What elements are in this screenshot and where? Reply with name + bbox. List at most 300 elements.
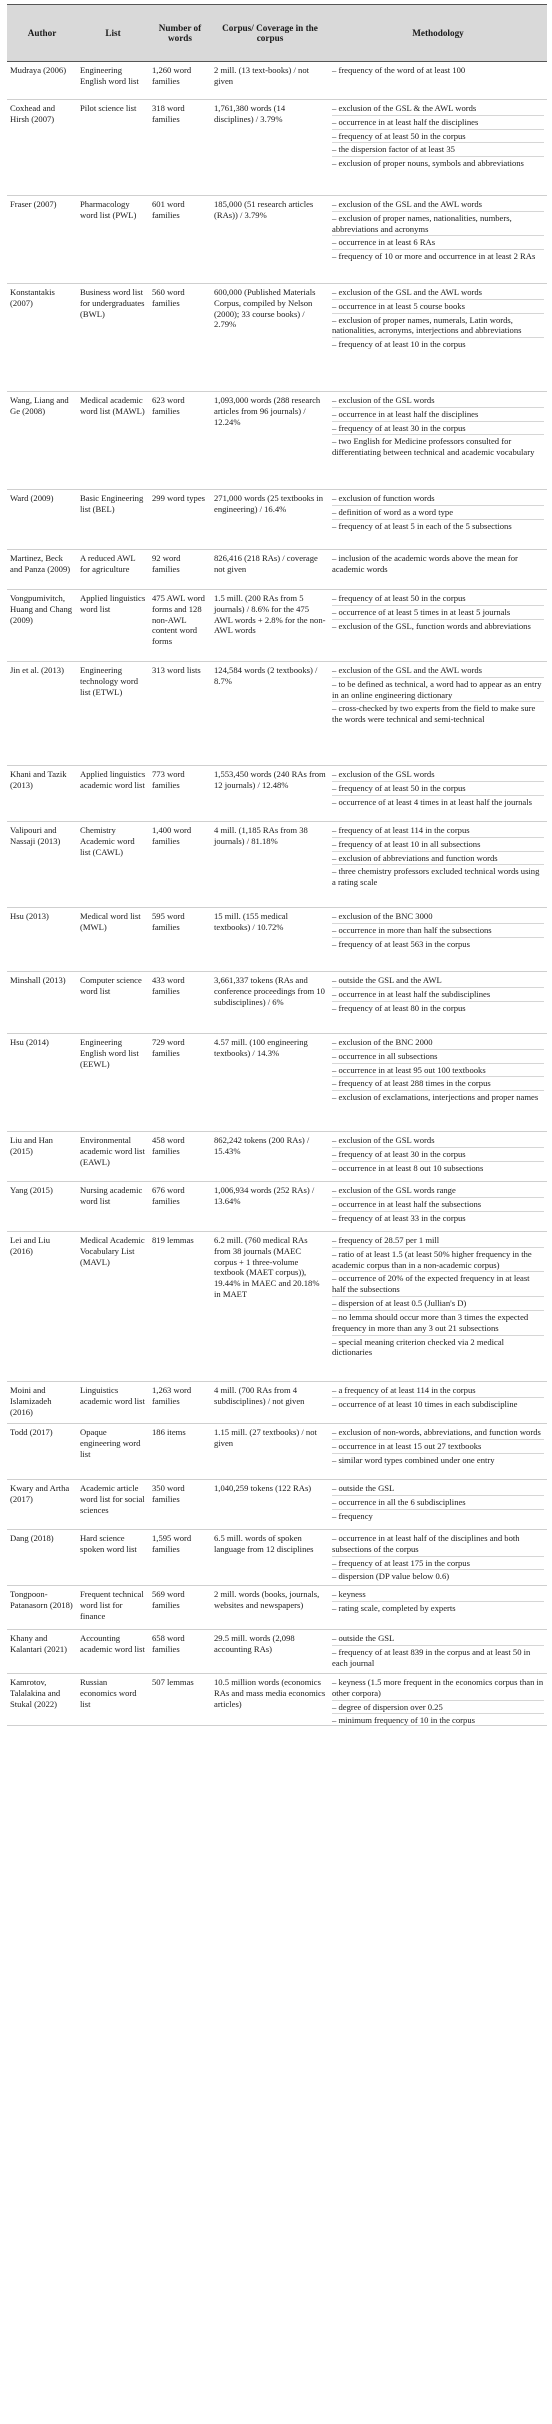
dash-bullet: – <box>332 1454 339 1465</box>
cell-list: Business word list for undergraduates (BWL) <box>80 287 145 319</box>
cell-author: Tongpoon-Patanasorn (2018) <box>10 1589 73 1610</box>
cell-corpus: 1,093,000 words (288 research articles from 96 journals) / 12.24% <box>214 395 321 427</box>
dash-bullet: – <box>332 1496 339 1507</box>
dash-bullet: – <box>332 493 339 503</box>
dash-bullet: – <box>332 825 339 835</box>
dash-bullet: – <box>332 103 339 113</box>
cell-list: Medical Academic Vocabulary List (MAVL) <box>80 1235 145 1267</box>
dash-bullet: – <box>332 1185 339 1195</box>
methodology-text: outside the GSL and the AWL <box>338 975 442 985</box>
methodology-item <box>332 1185 544 1198</box>
cell-corpus: 1,006,934 words (252 RAs) / 13.64% <box>214 1185 315 1206</box>
methodology-item <box>332 853 544 866</box>
methodology-text: exclusion of the GSL and the AWL words <box>338 199 482 209</box>
methodology-item <box>332 199 544 212</box>
table-row <box>7 1034 547 1132</box>
methodology-text: exclusion of function words <box>338 493 435 503</box>
methodology-item <box>332 553 544 576</box>
dash-bullet: – <box>332 1212 339 1223</box>
methodology-text: dispersion of at least 0.5 (Jullian's D) <box>338 1298 467 1309</box>
methodology-text: frequency of at least 10 in all subsections <box>338 838 481 849</box>
methodology-item <box>332 158 544 170</box>
cell-methodology <box>329 1480 547 1529</box>
table-row <box>7 822 547 908</box>
dash-bullet: – <box>332 287 339 297</box>
methodology-text: frequency of at least 563 in the corpus <box>338 938 470 949</box>
table-row <box>7 908 547 972</box>
methodology-item <box>332 1511 544 1523</box>
methodology-item <box>332 1533 544 1557</box>
dash-bullet: – <box>332 703 339 714</box>
methodology-text: exclusion of proper names, nationalities, numbers, abbreviations and acronyms <box>332 212 512 234</box>
methodology-text: exclusion of the GSL & the AWL words <box>338 103 477 113</box>
cell-author: Kamrotov, Talalakina and Stukal (2022) <box>10 1677 61 1709</box>
dash-bullet: – <box>332 1385 339 1395</box>
cell-corpus: 15 mill. (155 medical textbooks) / 10.72% <box>214 911 288 932</box>
cell-list: Accounting academic word list <box>80 1633 145 1654</box>
methodology-text: exclusion of the GSL and the AWL words <box>338 287 482 297</box>
cell-number-of-words: 92 word families <box>152 553 181 574</box>
methodology-text: the dispersion factor of at least 35 <box>338 144 455 155</box>
cell-author: Fraser (2007) <box>10 199 57 209</box>
cell-methodology <box>329 662 547 765</box>
dash-bullet: – <box>332 838 339 849</box>
cell-number-of-words: 1,400 word families <box>152 825 192 846</box>
dash-bullet: – <box>332 144 339 155</box>
methodology-text: frequency of at least 30 in the corpus <box>338 422 466 433</box>
methodology-text: frequency of at least 50 in the corpus <box>338 782 466 793</box>
cell-methodology <box>329 490 547 549</box>
cell-methodology <box>329 1586 547 1629</box>
methodology-text: exclusion of abbreviations and function words <box>338 852 498 863</box>
methodology-item <box>332 1647 544 1670</box>
methodology-text: frequency of at least 50 in the corpus <box>338 593 466 603</box>
dash-bullet: – <box>332 520 339 531</box>
header-list: List <box>105 27 121 38</box>
cell-author: Dang (2018) <box>10 1533 54 1543</box>
table-header <box>7 4 547 62</box>
table-row <box>7 550 547 590</box>
table-row <box>7 766 547 822</box>
methodology-text: frequency of at least 175 in the corpus <box>338 1557 470 1568</box>
table-row <box>7 1232 547 1382</box>
dash-bullet: – <box>332 988 339 999</box>
methodology-text: occurrence of at least 5 times in at least 5 journals <box>338 606 511 617</box>
methodology-item <box>332 423 544 436</box>
cell-corpus: 6.5 mill. words of spoken language from 12 disciplines <box>214 1533 314 1554</box>
cell-number-of-words: 458 word families <box>152 1135 185 1156</box>
dash-bullet: – <box>332 251 339 262</box>
methodology-item <box>332 1571 544 1583</box>
table-row <box>7 196 547 284</box>
dash-bullet: – <box>332 911 339 921</box>
methodology-item <box>332 65 544 77</box>
methodology-item <box>332 315 544 339</box>
dash-bullet: – <box>332 65 339 75</box>
methodology-item <box>332 1558 544 1571</box>
methodology-text: frequency <box>338 1510 373 1521</box>
methodology-text: exclusion of the GSL, function words and abbreviations <box>338 620 531 631</box>
methodology-item <box>332 1633 544 1646</box>
methodology-item <box>332 839 544 852</box>
methodology-text: ratio of at least 1.5 (at least 50% higher frequency in the academic corpus than in a non-academic corpus) <box>332 1248 532 1270</box>
methodology-text: three chemistry professors excluded technical words using a rating scale <box>332 866 540 888</box>
methodology-text: exclusion of the GSL words range <box>338 1185 456 1195</box>
dash-bullet: – <box>332 1037 339 1047</box>
methodology-text: frequency of at least 839 in the corpus and at least 50 in each journal <box>332 1646 531 1668</box>
methodology-text: frequency of 28.57 per 1 mill <box>338 1235 440 1245</box>
cell-list: Academic article word list for social sciences <box>80 1483 145 1515</box>
cell-methodology <box>329 1382 547 1423</box>
cell-methodology <box>329 766 547 821</box>
methodology-text: occurrence in at least half of the disciplines and both subsections of the corpus <box>332 1533 520 1554</box>
methodology-item <box>332 989 544 1002</box>
cell-corpus: 124,584 words (2 textbooks) / 8.7% <box>214 665 318 686</box>
dash-bullet: – <box>332 158 339 169</box>
cell-corpus: 4.57 mill. (100 engineering textbooks) / 14.3% <box>214 1037 308 1058</box>
dash-bullet: – <box>332 553 339 563</box>
dash-bullet: – <box>332 1311 339 1322</box>
dash-bullet: – <box>332 339 339 350</box>
dash-bullet: – <box>332 1148 339 1159</box>
cell-author: Konstantakis (2007) <box>10 287 55 308</box>
methodology-item <box>332 825 544 838</box>
methodology-item <box>332 131 544 144</box>
methodology-text: occurrence of 20% of the expected frequency in at least half the subsections <box>332 1273 530 1295</box>
cell-number-of-words: 729 word families <box>152 1037 185 1058</box>
methodology-text: special meaning criterion checked via 2 medical dictionaries <box>332 1336 505 1358</box>
methodology-item <box>332 339 544 351</box>
cell-corpus: 1.15 mill. (27 textbooks) / not given <box>214 1427 317 1448</box>
methodology-item <box>332 1163 544 1175</box>
methodology-text: two English for Medicine professors consulted for differentiating between technical and academic vocabulary <box>332 436 535 458</box>
dash-bullet: – <box>332 130 339 141</box>
methodology-text: degree of dispersion over 0.25 <box>338 1701 443 1712</box>
cell-list: Medical word list (MWL) <box>80 911 141 932</box>
dash-bullet: – <box>332 1050 339 1061</box>
methodology-text: occurrence in at least 15 out 27 textbooks <box>338 1440 482 1451</box>
methodology-text: frequency of at least 80 in the corpus <box>338 1002 466 1013</box>
methodology-item <box>332 1337 544 1360</box>
methodology-text: rating scale, completed by experts <box>338 1602 456 1613</box>
cell-number-of-words: 1,263 word families <box>152 1385 192 1406</box>
cell-author: Martinez, Beck and Panza (2009) <box>10 553 71 574</box>
table-row <box>7 62 547 100</box>
methodology-text: to be defined as technical, a word had to appear as an entry in an online engineering dictionary <box>332 678 542 700</box>
dash-bullet: – <box>332 1510 339 1521</box>
methodology-item <box>332 1441 544 1454</box>
methodology-text: frequency of at least 10 in the corpus <box>338 339 466 350</box>
methodology-item <box>332 1037 544 1050</box>
table-row <box>7 1630 547 1674</box>
cell-methodology <box>329 550 547 589</box>
cell-corpus: 2 mill. (13 text-books) / not given <box>214 65 310 86</box>
methodology-item <box>332 521 544 533</box>
methodology-text: exclusion of the GSL words <box>338 395 435 405</box>
cell-methodology <box>329 1674 547 1725</box>
dash-bullet: – <box>332 1398 339 1409</box>
dash-bullet: – <box>332 620 339 631</box>
methodology-text: outside the GSL <box>338 1483 395 1493</box>
cell-corpus: 1.5 mill. (200 RAs from 5 journals) / 8.6% for the 475 AWL words + 2.8% for the non-AWL words <box>214 593 326 636</box>
cell-author: Hsu (2014) <box>10 1037 49 1047</box>
cell-methodology <box>329 284 547 391</box>
table-row <box>7 662 547 766</box>
methodology-item <box>332 493 544 506</box>
dash-bullet: – <box>332 1715 339 1725</box>
cell-corpus: 271,000 words (25 textbooks in engineering) / 16.4% <box>214 493 324 514</box>
methodology-item <box>332 1603 544 1615</box>
cell-corpus: 10.5 million words (economics RAs and mass media economics articles) <box>214 1677 326 1709</box>
cell-author: Mudraya (2006) <box>10 65 67 75</box>
methodology-text: frequency of at least 288 times in the corpus <box>338 1078 491 1089</box>
cell-methodology <box>329 1630 547 1673</box>
methodology-item <box>332 1235 544 1248</box>
methodology-item <box>332 1135 544 1148</box>
cell-author: Liu and Han (2015) <box>10 1135 53 1156</box>
methodology-item <box>332 1149 544 1162</box>
cell-number-of-words: 1,595 word families <box>152 1533 192 1554</box>
cell-author: Khany and Kalantari (2021) <box>10 1633 68 1654</box>
methodology-text: no lemma should occur more than 3 times the expected frequency in more than any 3 out 21 subsections <box>332 1311 529 1333</box>
cell-methodology <box>329 392 547 489</box>
cell-number-of-words: 507 lemmas <box>152 1677 194 1687</box>
cell-author: Jin et al. (2013) <box>10 665 64 675</box>
methodology-text: exclusion of exclamations, interjections and proper names <box>338 1092 539 1103</box>
cell-corpus: 2 mill. words (books, journals, websites and newspapers) <box>214 1589 320 1610</box>
dash-bullet: – <box>332 212 339 223</box>
methodology-item <box>332 395 544 408</box>
cell-number-of-words: 676 word families <box>152 1185 185 1206</box>
table-row <box>7 100 547 196</box>
dash-bullet: – <box>332 237 339 248</box>
methodology-text: occurrence of at least 10 times in each subdiscipline <box>338 1398 518 1409</box>
cell-author: Hsu (2013) <box>10 911 49 921</box>
methodology-text: frequency of at least 114 in the corpus <box>338 825 470 835</box>
table-row <box>7 1530 547 1586</box>
dash-bullet: – <box>332 665 339 675</box>
cell-corpus: 29.5 mill. words (2,098 accounting RAs) <box>214 1633 295 1654</box>
methodology-item <box>332 1213 544 1225</box>
cell-corpus: 3,661,337 tokens (RAs and conference proceedings from 10 subdisciplines) / 6% <box>214 975 325 1007</box>
dash-bullet: – <box>332 1092 339 1103</box>
dash-bullet: – <box>332 1427 339 1437</box>
methodology-text: frequency of at least 33 in the corpus <box>338 1212 466 1223</box>
methodology-item <box>332 1273 544 1297</box>
cell-methodology <box>329 822 547 907</box>
methodology-text: exclusion of the GSL words <box>338 1135 435 1145</box>
dash-bullet: – <box>332 506 339 517</box>
cell-author: Yang (2015) <box>10 1185 53 1195</box>
cell-list: Russian economics word list <box>80 1677 137 1709</box>
dash-bullet: – <box>332 1162 339 1173</box>
dash-bullet: – <box>332 116 339 127</box>
cell-list: Computer science word list <box>80 975 142 996</box>
methodology-item <box>332 703 544 726</box>
dash-bullet: – <box>332 1589 339 1599</box>
cell-number-of-words: 595 word families <box>152 911 185 932</box>
methodology-item <box>332 1427 544 1440</box>
cell-author: Moini and Islamizadeh (2016) <box>10 1385 52 1417</box>
cell-list: Environmental academic word list (EAWL) <box>80 1135 145 1167</box>
cell-list: Engineering English word list (EEWL) <box>80 1037 139 1069</box>
methodology-text: keyness (1.5 more frequent in the economics corpus than in other corpora) <box>332 1677 544 1698</box>
header-number-of-words: Number of words <box>158 22 202 43</box>
cell-number-of-words: 318 word families <box>152 103 185 124</box>
methodology-item <box>332 679 544 703</box>
cell-number-of-words: 819 lemmas <box>152 1235 194 1245</box>
cell-corpus: 826,416 (218 RAs) / coverage not given <box>214 553 318 574</box>
cell-list: Nursing academic word list <box>80 1185 143 1206</box>
dash-bullet: – <box>332 314 339 325</box>
methodology-text: occurrence in at least 6 RAs <box>338 237 436 248</box>
dash-bullet: – <box>332 1483 339 1493</box>
cell-author: Wang, Liang and Ge (2008) <box>10 395 69 416</box>
methodology-text: frequency of the word of at least 100 <box>338 65 466 75</box>
methodology-item <box>332 621 544 633</box>
dash-bullet: – <box>332 199 339 209</box>
dash-bullet: – <box>332 1298 339 1309</box>
methodology-item <box>332 911 544 924</box>
cell-list: Medical academic word list (MAWL) <box>80 395 145 416</box>
dash-bullet: – <box>332 1646 339 1657</box>
methodology-item <box>332 975 544 988</box>
methodology-text: frequency of at least 5 in each of the 5 subsections <box>338 520 512 531</box>
methodology-item <box>332 213 544 237</box>
dash-bullet: – <box>332 1677 339 1687</box>
methodology-item <box>332 301 544 314</box>
cell-methodology <box>329 100 547 195</box>
cell-number-of-words: 313 word lists <box>152 665 201 675</box>
cell-corpus: 4 mill. (700 RAs from 4 subdisciplines) / not given <box>214 1385 305 1406</box>
methodology-text: occurrence of at least 4 times in at least half the journals <box>338 796 532 807</box>
methodology-item <box>332 1702 544 1715</box>
methodology-text: occurrence in at least 95 out 100 textbooks <box>338 1064 486 1075</box>
methodology-item <box>332 866 544 889</box>
dash-bullet: – <box>332 1633 339 1643</box>
cell-methodology <box>329 590 547 661</box>
methodology-item <box>332 1677 544 1701</box>
methodology-text: occurrence in at least half the subsections <box>338 1198 482 1209</box>
methodology-text: occurrence in at least half the disciplines <box>338 408 479 419</box>
methodology-text: occurrence in at least 8 out 10 subsections <box>338 1162 484 1173</box>
cell-methodology <box>329 62 547 99</box>
cell-list: Hard science spoken word list <box>80 1533 137 1554</box>
cell-list: Engineering English word list <box>80 65 139 86</box>
dash-bullet: – <box>332 796 339 807</box>
methodology-text: exclusion of proper names, numerals, Latin words, nationalities, acronyms, interjections and abbreviations <box>332 314 522 336</box>
cell-list: Chemistry Academic word list (CAWL) <box>80 825 135 857</box>
methodology-text: dispersion (DP value below 0.6) <box>338 1571 450 1582</box>
methodology-item <box>332 593 544 606</box>
dash-bullet: – <box>332 1002 339 1013</box>
dash-bullet: – <box>332 593 339 603</box>
cell-list: Pilot science list <box>80 103 137 113</box>
dash-bullet: – <box>332 1198 339 1209</box>
methodology-item <box>332 237 544 250</box>
cell-number-of-words: 658 word families <box>152 1633 185 1654</box>
methodology-text: exclusion of the GSL and the AWL words <box>338 665 482 675</box>
table-row <box>7 1480 547 1530</box>
dash-bullet: – <box>332 866 339 877</box>
methodology-item <box>332 103 544 116</box>
methodology-item <box>332 1199 544 1212</box>
table-row <box>7 284 547 392</box>
methodology-text: inclusion of the academic words above the mean for academic words <box>332 553 518 574</box>
methodology-item <box>332 1051 544 1064</box>
methodology-text: frequency of at least 30 in the corpus <box>338 1148 466 1159</box>
methodology-item <box>332 1385 544 1398</box>
cell-number-of-words: 299 word types <box>152 493 205 503</box>
methodology-item <box>332 287 544 300</box>
cell-methodology <box>329 1132 547 1181</box>
methodology-item <box>332 1078 544 1091</box>
methodology-text: frequency of at least 50 in the corpus <box>338 130 466 141</box>
cell-number-of-words: 433 word families <box>152 975 185 996</box>
cell-list: Applied linguistics academic word list <box>80 769 146 790</box>
cell-methodology <box>329 908 547 971</box>
methodology-text: exclusion of the GSL words <box>338 769 435 779</box>
dash-bullet: – <box>332 1248 339 1259</box>
methodology-item <box>332 939 544 951</box>
cell-number-of-words: 623 word families <box>152 395 185 416</box>
table-row <box>7 1182 547 1232</box>
cell-number-of-words: 601 word families <box>152 199 185 220</box>
methodology-text: frequency of 10 or more and occurrence in at least 2 RAs <box>338 251 536 262</box>
methodology-item <box>332 144 544 157</box>
cell-methodology <box>329 972 547 1033</box>
dash-bullet: – <box>332 924 339 935</box>
cell-methodology <box>329 1182 547 1231</box>
methodology-text: outside the GSL <box>338 1633 395 1643</box>
methodology-text: cross-checked by two experts from the field to make sure the words were technical and semi-technical <box>332 703 536 725</box>
dash-bullet: – <box>332 395 339 405</box>
cell-methodology <box>329 1034 547 1131</box>
methodology-text: a frequency of at least 114 in the corpus <box>338 1385 476 1395</box>
cell-number-of-words: 1,260 word families <box>152 65 192 86</box>
methodology-item <box>332 1092 544 1104</box>
methodology-text: occurrence in more than half the subsections <box>338 924 492 935</box>
methodology-text: exclusion of non-words, abbreviations, and function words <box>338 1427 541 1437</box>
cell-corpus: 1,553,450 words (240 RAs from 12 journals) / 12.48% <box>214 769 326 790</box>
cell-list: Engineering technology word list (ETWL) <box>80 665 138 697</box>
cell-author: Lei and Liu (2016) <box>10 1235 51 1256</box>
dash-bullet: – <box>332 408 339 419</box>
dash-bullet: – <box>332 1701 339 1712</box>
cell-number-of-words: 350 word families <box>152 1483 185 1504</box>
table-row <box>7 1424 547 1480</box>
table-row <box>7 1132 547 1182</box>
methodology-text: occurrence in at least 5 course books <box>338 300 465 311</box>
cell-corpus: 185,000 (51 research articles (RAs)) / 3.79% <box>214 199 314 220</box>
methodology-item <box>332 1003 544 1015</box>
cell-author: Todd (2017) <box>10 1427 53 1437</box>
cell-methodology <box>329 1232 547 1381</box>
table-row <box>7 1586 547 1630</box>
methodology-item <box>332 1497 544 1510</box>
methodology-item <box>332 1483 544 1496</box>
header-methodology: Methodology <box>412 27 464 38</box>
methodology-item <box>332 1249 544 1273</box>
header-author: Author <box>27 27 57 38</box>
dash-bullet: – <box>332 975 339 985</box>
table-row <box>7 590 547 662</box>
word-lists-table <box>7 4 547 1726</box>
methodology-text: exclusion of proper nouns, symbols and abbreviations <box>338 158 524 169</box>
methodology-item <box>332 607 544 620</box>
cell-corpus: 1,040,259 tokens (122 RAs) <box>214 1483 312 1493</box>
cell-number-of-words: 560 word families <box>152 287 185 308</box>
